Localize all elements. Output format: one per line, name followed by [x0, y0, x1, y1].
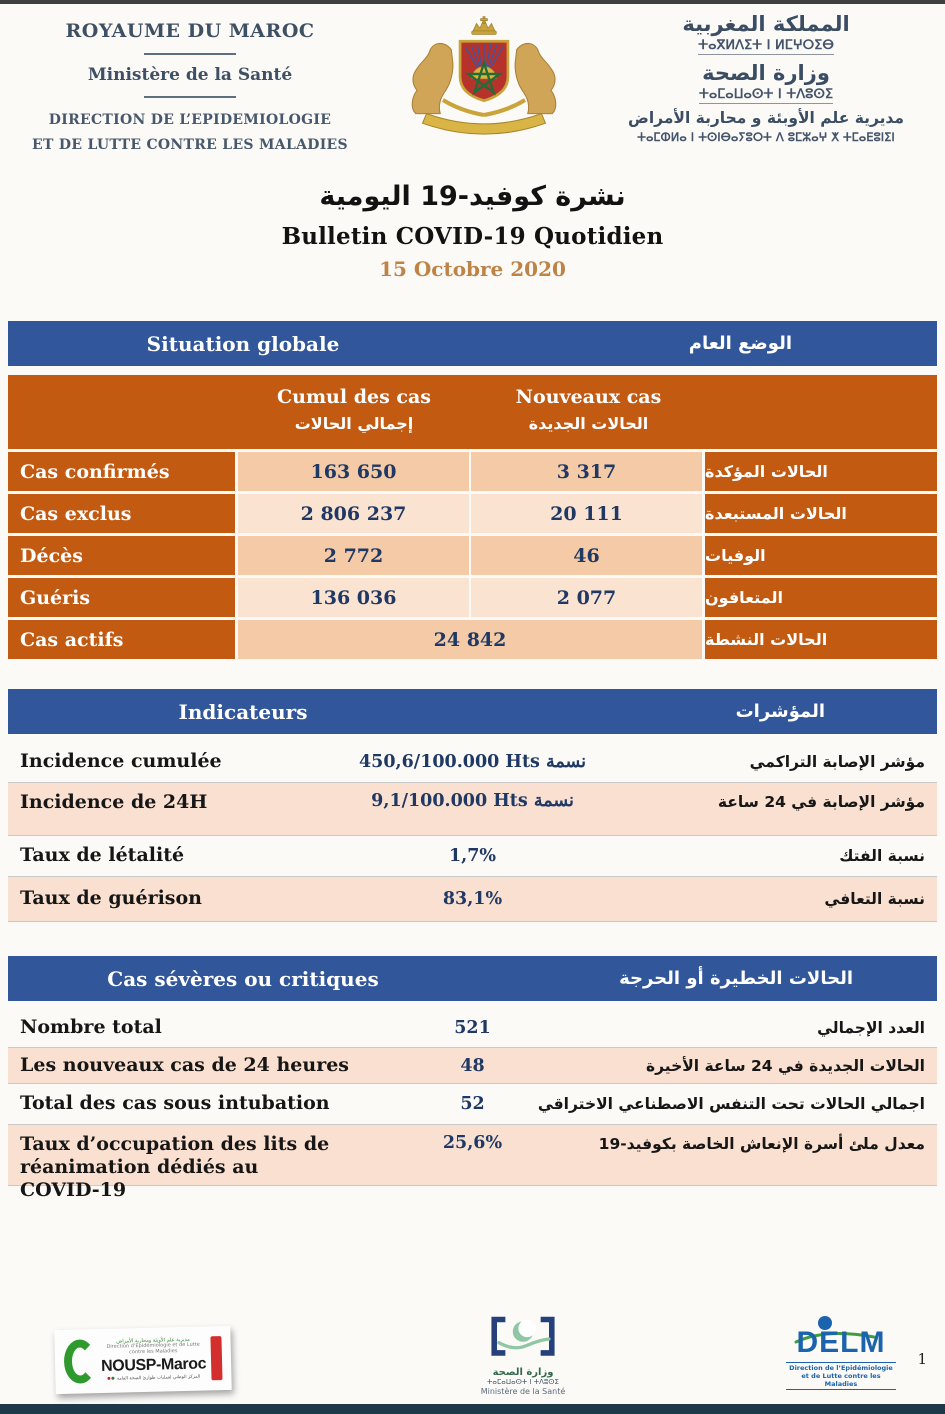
combined-value: 24 842	[238, 620, 702, 659]
row-value: 450,6/100.000 Hts نسمة	[359, 752, 586, 772]
table-row	[8, 578, 937, 617]
delm-caption: Direction de l’Epidémiologie et de Lutte contre les Maladies	[786, 1362, 896, 1390]
row-label-ar: الحالات الجديدة في 24 ساعة الأخيرة	[645, 1056, 925, 1075]
row-label-fr: Cas actifs	[8, 620, 235, 659]
ministry-logo-arabic: وزارة الصحة	[492, 1367, 554, 1378]
column-header-nouveaux: Nouveaux cas الحالات الجديدة	[515, 386, 662, 433]
page-bottom-edge	[0, 1404, 945, 1414]
table-row	[8, 1084, 937, 1124]
row-label-ar: نسبة التعافي	[824, 890, 925, 908]
section-title-fr: Cas sévères ou critiques	[107, 966, 379, 991]
row-label-fr: Cas confirmés	[8, 452, 235, 491]
table-row	[8, 494, 937, 533]
ministry-title-tifinagh: ⵜⴰⵎⴰⵡⴰⵙⵜ ⵏ ⵜⴷⵓⵙⵉ	[698, 87, 834, 102]
document-footer	[0, 1318, 945, 1400]
row-label-fr: Incidence cumulée	[20, 750, 222, 773]
row-label-fr: Les nouveaux cas de 24 heures	[20, 1053, 350, 1076]
ministry-logo-icon	[475, 1313, 571, 1365]
row-label-ar: معدل ملئ أسرة الإنعاش الخاصة بكوفيد-19	[598, 1135, 925, 1153]
row-label-fr: Guéris	[8, 578, 235, 617]
cumul-value: 163 650	[238, 452, 469, 491]
row-label-fr: Taux de guérison	[20, 887, 202, 910]
row-label-fr: Nombre total	[20, 1016, 162, 1039]
bulletin-title-arabic: نشرة كوفيد-19 اليومية	[319, 181, 626, 212]
delm-logo	[786, 1316, 896, 1390]
indicateurs-table	[8, 742, 937, 922]
bulletin-title-block	[0, 181, 945, 281]
coat-of-arms	[366, 10, 601, 138]
document-body	[8, 321, 937, 1202]
row-label-ar: العدد الإجمالي	[817, 1019, 925, 1037]
row-label-ar: المتعافون	[705, 578, 937, 617]
header-arabic-block	[601, 10, 931, 144]
document-header	[0, 4, 945, 157]
nousp-bottom-caption: المركز الوطني لعمليات طوارئ الصحة العامة	[99, 1375, 208, 1383]
row-label-ar: الوفيات	[705, 536, 937, 575]
section-title-ar: المؤشرات	[735, 701, 825, 722]
direction-title-arabic: مديرية علم الأوبئة و محاربة الأمراض	[628, 109, 904, 127]
row-label-ar: مؤشر الإصابة في 24 ساعة	[717, 793, 925, 811]
row-label-ar: الحالات المستبعدة	[705, 494, 937, 533]
row-label-fr: Taux de létalité	[20, 844, 185, 867]
table-row	[8, 836, 937, 876]
nousp-green-arc-icon	[63, 1339, 96, 1384]
nouveaux-value: 3 317	[471, 452, 702, 491]
section-title-fr: Situation globale	[146, 331, 340, 356]
row-value: 25,6%	[442, 1133, 503, 1153]
cumul-value: 2 806 237	[238, 494, 469, 533]
nouveaux-value: 2 077	[471, 578, 702, 617]
section-title-ar: الحالات الخطيرة أو الحرجة	[619, 968, 853, 989]
row-label-ar: اجمالي الحالات تحت التنفس الاصطناعي الاختراقي	[537, 1095, 925, 1113]
page-number: 1	[917, 1350, 927, 1368]
row-value: 83,1%	[442, 889, 503, 909]
delm-wordmark: DELM	[796, 1325, 886, 1359]
ministry-of-health-logo	[463, 1313, 583, 1396]
row-label-fr: Taux d’occupation des lits de réanimation dédiés au COVID-19	[20, 1133, 330, 1202]
direction-line2: ET DE LUTTE CONTRE LES MALADIES	[32, 136, 348, 153]
cumul-value: 136 036	[238, 578, 469, 617]
column-header-cumul: Cumul des cas إجمالي الحالات	[277, 386, 431, 433]
nousp-wordmark: NOUSP-Maroc	[100, 1355, 207, 1375]
row-value: 521	[454, 1018, 491, 1038]
row-label-ar: نسبة الفتك	[839, 847, 925, 865]
nousp-top-caption: مديرية علم الأوبئة ومحاربة الأمراض Direction d’Epidémiologie et de Lutte contre les Maladies	[106, 1336, 200, 1356]
row-label-ar: الحالات النشطة	[705, 620, 937, 659]
green-dot-icon	[111, 1377, 114, 1380]
delm-logo-head	[786, 1316, 896, 1362]
bulletin-date: 15 Octobre 2020	[379, 257, 566, 281]
direction-line1: DIRECTION DE L’EPIDEMIOLOGIE	[48, 112, 332, 128]
ministry-logo-french: Ministère de la Santé	[480, 1387, 566, 1396]
table-row	[8, 782, 937, 836]
header-french-block	[14, 10, 366, 157]
table-row	[8, 1009, 937, 1047]
section-title-ar: الوضع العام	[688, 333, 792, 354]
row-label-ar: مؤشر الإصابة التراكمي	[749, 753, 925, 771]
situation-table	[8, 375, 937, 659]
direction-title-tifinagh: ⵜⴰⵎⵀⵍⴰ ⵏ ⵜⵙⵏⴱⴰⵢⵓⵔⵜ ⴷ ⵓⵎⵣⴰⵖ ⵅ ⵜⵎⴰⴹⵓⵏⵉⵏ	[637, 130, 895, 144]
row-label-fr: Décès	[8, 536, 235, 575]
ministry-logo-tifinagh: ⵜⴰⵎⴰⵡⴰⵙⵜ ⵏ ⵜⴷⵓⵙⵉ	[487, 1378, 559, 1386]
row-label-ar: الحالات المؤكدة	[705, 452, 937, 491]
table-row	[8, 620, 937, 659]
row-value: 52	[460, 1094, 485, 1114]
nouveaux-value: 46	[471, 536, 702, 575]
nousp-text-block	[98, 1337, 208, 1382]
kingdom-title-arabic: المملكة المغربية	[682, 12, 850, 36]
table-row	[8, 1047, 937, 1084]
direction-title	[14, 108, 366, 157]
ministry-title-arabic: وزارة الصحة	[702, 61, 830, 85]
divider	[144, 53, 236, 55]
kingdom-title: ROYAUME DU MAROC	[65, 20, 315, 42]
row-label-fr: Cas exclus	[8, 494, 235, 533]
red-dot-icon	[107, 1377, 110, 1380]
ministry-title: Ministère de la Santé	[87, 65, 293, 85]
severes-table	[8, 1009, 937, 1202]
nouveaux-value: 20 111	[471, 494, 702, 533]
table-row	[8, 876, 937, 922]
morocco-coat-of-arms-icon	[402, 10, 566, 138]
row-label-fr: Incidence de 24H	[20, 791, 208, 813]
table-row	[8, 536, 937, 575]
row-value: 48	[460, 1055, 485, 1076]
bulletin-title-french: Bulletin COVID-19 Quotidien	[281, 223, 664, 250]
table-row	[8, 742, 937, 782]
table-row	[8, 1124, 937, 1202]
cumul-value: 2 772	[238, 536, 469, 575]
row-value: 1,7%	[448, 846, 497, 866]
row-label-fr: Total des cas sous intubation	[20, 1092, 330, 1115]
section-header-severes	[8, 956, 937, 1001]
kingdom-title-tifinagh: ⵜⴰⴳⵍⴷⵉⵜ ⵏ ⵍⵎⵖⵔⵉⴱ	[698, 38, 834, 53]
nousp-logo	[54, 1326, 232, 1394]
situation-table-header	[8, 375, 937, 449]
section-header-situation	[8, 321, 937, 366]
table-row	[8, 452, 937, 491]
section-header-indicateurs	[8, 689, 937, 734]
nousp-red-bar-icon	[210, 1336, 222, 1380]
divider	[144, 96, 236, 98]
section-title-fr: Indicateurs	[178, 699, 308, 724]
row-value: 9,1/100.000 Hts نسمة	[371, 791, 574, 811]
